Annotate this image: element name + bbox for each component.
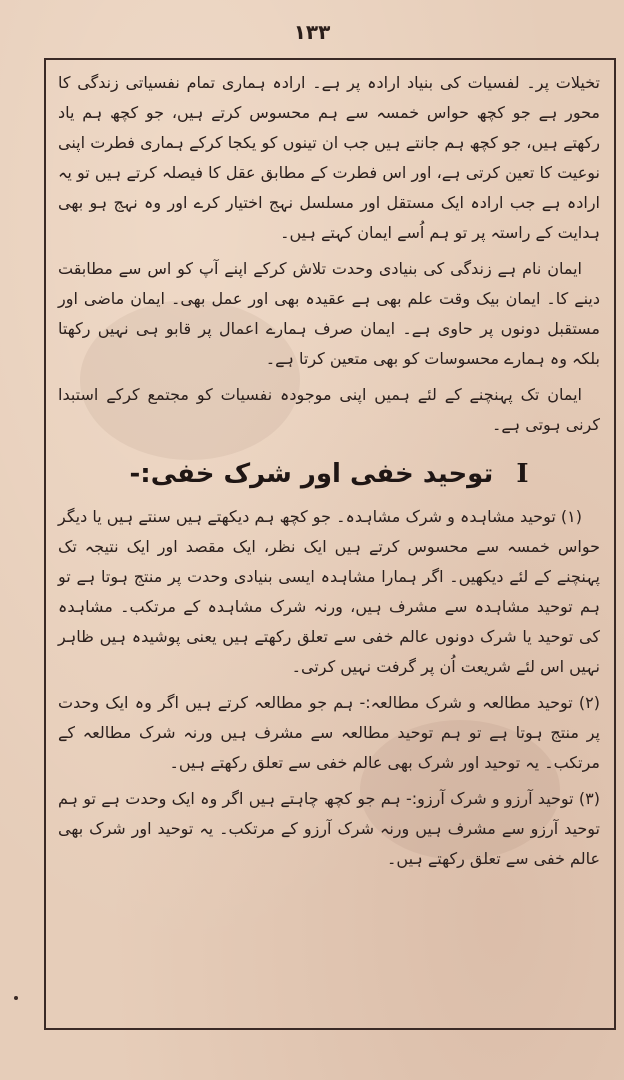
section-heading	[58, 454, 600, 494]
paragraph-study: (۲) توحید مطالعہ و شرک مطالعہ:- ہم جو مطالعہ کرتے ہیں اگر وہ ایک وحدت پر منتج ہوتا ہے تو ہم توحید مطالعہ سے مشرف ہیں ورنہ شرک مطالعہ کے مرتکب۔ یہ توحید اور شرک بھی عالم خفی سے تعلق رکھتے ہیں۔	[58, 693, 600, 772]
section-numeral: I	[516, 459, 529, 489]
margin-dot	[14, 996, 18, 1000]
section-title: توحید خفی اور شرک خفی:-	[129, 459, 494, 489]
paragraph-will-and-faith: تخیلات پر۔ لفسیات کی بنیاد ارادہ پر ہے۔ ارادہ ہماری تمام نفسیاتی زندگی کا محور ہے جو کچھ حواس خمسہ سے ہم محسوس کرتے ہیں، جو کچھ ہم یاد رکھتے ہیں، جو کچھ ہم جانتے ہیں جب ان تینوں کو یکجا کرکے ہماری فطرت اپنی نوعیت کا تعین کرتی ہے، اور اس فطرت کے مطابق عقل کا فیصلہ کرتے ہیں تو یہ ارادہ ہے جب ارادہ ایک مستقل اور مسلسل نہج اختیار کرے اور وہ نہج ہو بھی ہدایت کے راستہ پر تو ہم اُسے ایمان کہتے ہیں۔	[58, 73, 600, 242]
paragraph-reaching-faith: ایمان تک پہنچنے کے لئے ہمیں اپنی موجودہ نفسیات کو مجتمع کرکے استبدا کرنی ہوتی ہے۔	[58, 385, 600, 434]
paragraph-observation: (۱) توحید مشاہدہ و شرک مشاہدہ۔ جو کچھ ہم دیکھتے ہیں سنتے ہیں یا دیگر حواس خمسہ سے محسوس کرتے ہیں ایک نظر، ایک مقصد اور ایک نتیجہ تک پہنچنے کے لئے دیکھیں۔ اگر ہمارا مشاہدہ ایسی بنیادی وحدت پر منتج ہوتا ہے تو ہم توحید مشاہدہ سے مشرف ہیں، ورنہ شرک مشاہدہ کے مرتکب۔ مشاہدہ کی توحید یا شرک دونوں عالم خفی سے تعلق رکھتے ہیں یعنی پوشیدہ ہیں ظاہر نہیں اس لئے شریعت اُن پر گرفت نہیں کرتی۔	[58, 507, 600, 676]
paragraph-desire: (۳) توحید آرزو و شرک آرزو:- ہم جو کچھ چاہتے ہیں اگر وہ ایک وحدت ہے تو ہم توحید آرزو سے مشرف ہیں ورنہ شرک آرزو کے مرتکب۔ یہ توحید اور شرک بھی عالم خفی سے تعلق رکھتے ہیں۔	[58, 789, 600, 868]
text-frame	[44, 58, 616, 1030]
paragraph-faith-definition: ایمان نام ہے زندگی کی بنیادی وحدت تلاش کرکے اپنے آپ کو اس سے مطابقت دینے کا۔ ایمان بیک وقت علم بھی ہے عقیدہ بھی اور عمل بھی۔ ایمان ماضی اور مستقبل دونوں پر حاوی ہے۔ ایمان صرف ہمارے اعمال پر قابو ہی نہیں رکھتا بلکہ وہ ہمارے محسوسات کو بھی متعین کرتا ہے۔	[58, 259, 600, 368]
page-number: ۱۳۳	[293, 20, 331, 44]
page-content	[46, 60, 614, 888]
